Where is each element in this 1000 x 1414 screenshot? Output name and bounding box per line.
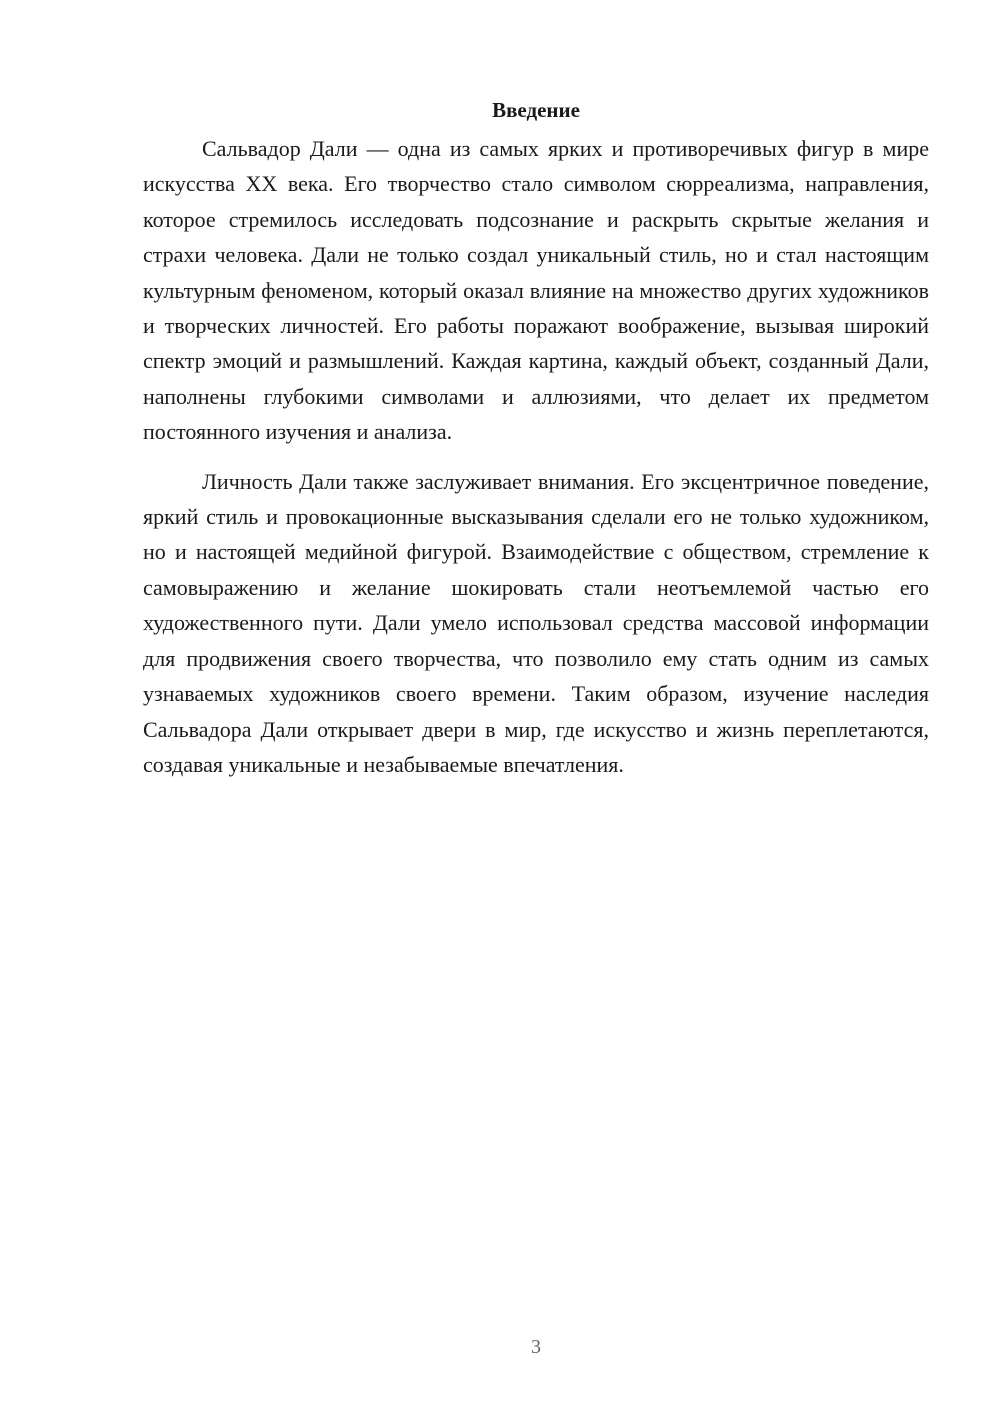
paragraph-personality: Личность Дали также заслуживает внимания. Его эксцентричное поведение, яркий стиль и провокационные высказывания сделали его не только художником, но и настоящей медийной фигурой. Взаимодействие с обществом, стремление к самовыражению и желание шокировать стали неотъемлемой частью его художественного пути. Дали умело использовал средства массовой информации для продвижения своего творчества, что позволило ему стать одним из самых узнаваемых художников своего времени. Таким образом, изучение наследия Сальвадора Дали открывает двери в мир, где искусство и жизнь переплетаются, создавая уникальные и незабываемые впечатления. (143, 468, 929, 777)
section-heading: Введение (492, 98, 580, 122)
page-number: 3 (531, 1336, 541, 1358)
paragraph-intro: Сальвадор Дали — одна из самых ярких и противоречивых фигур в мире искусства XX века. Его творчество стало символом сюрреализма, направления, которое стремилось исследовать подсознание и раскрыть скрытые желания и страхи человека. Дали не только создал уникальный стиль, но и стал настоящим культурным феноменом, который оказал влияние на множество других художников и творческих личностей. Его работы поражают воображение, вызывая широкий спектр эмоций и размышлений. Каждая картина, каждый объект, созданный Дали, наполнены глубокими символами и аллюзиями, что делает их предметом постоянного изучения и анализа. (143, 136, 929, 445)
page-content (143, 95, 929, 782)
